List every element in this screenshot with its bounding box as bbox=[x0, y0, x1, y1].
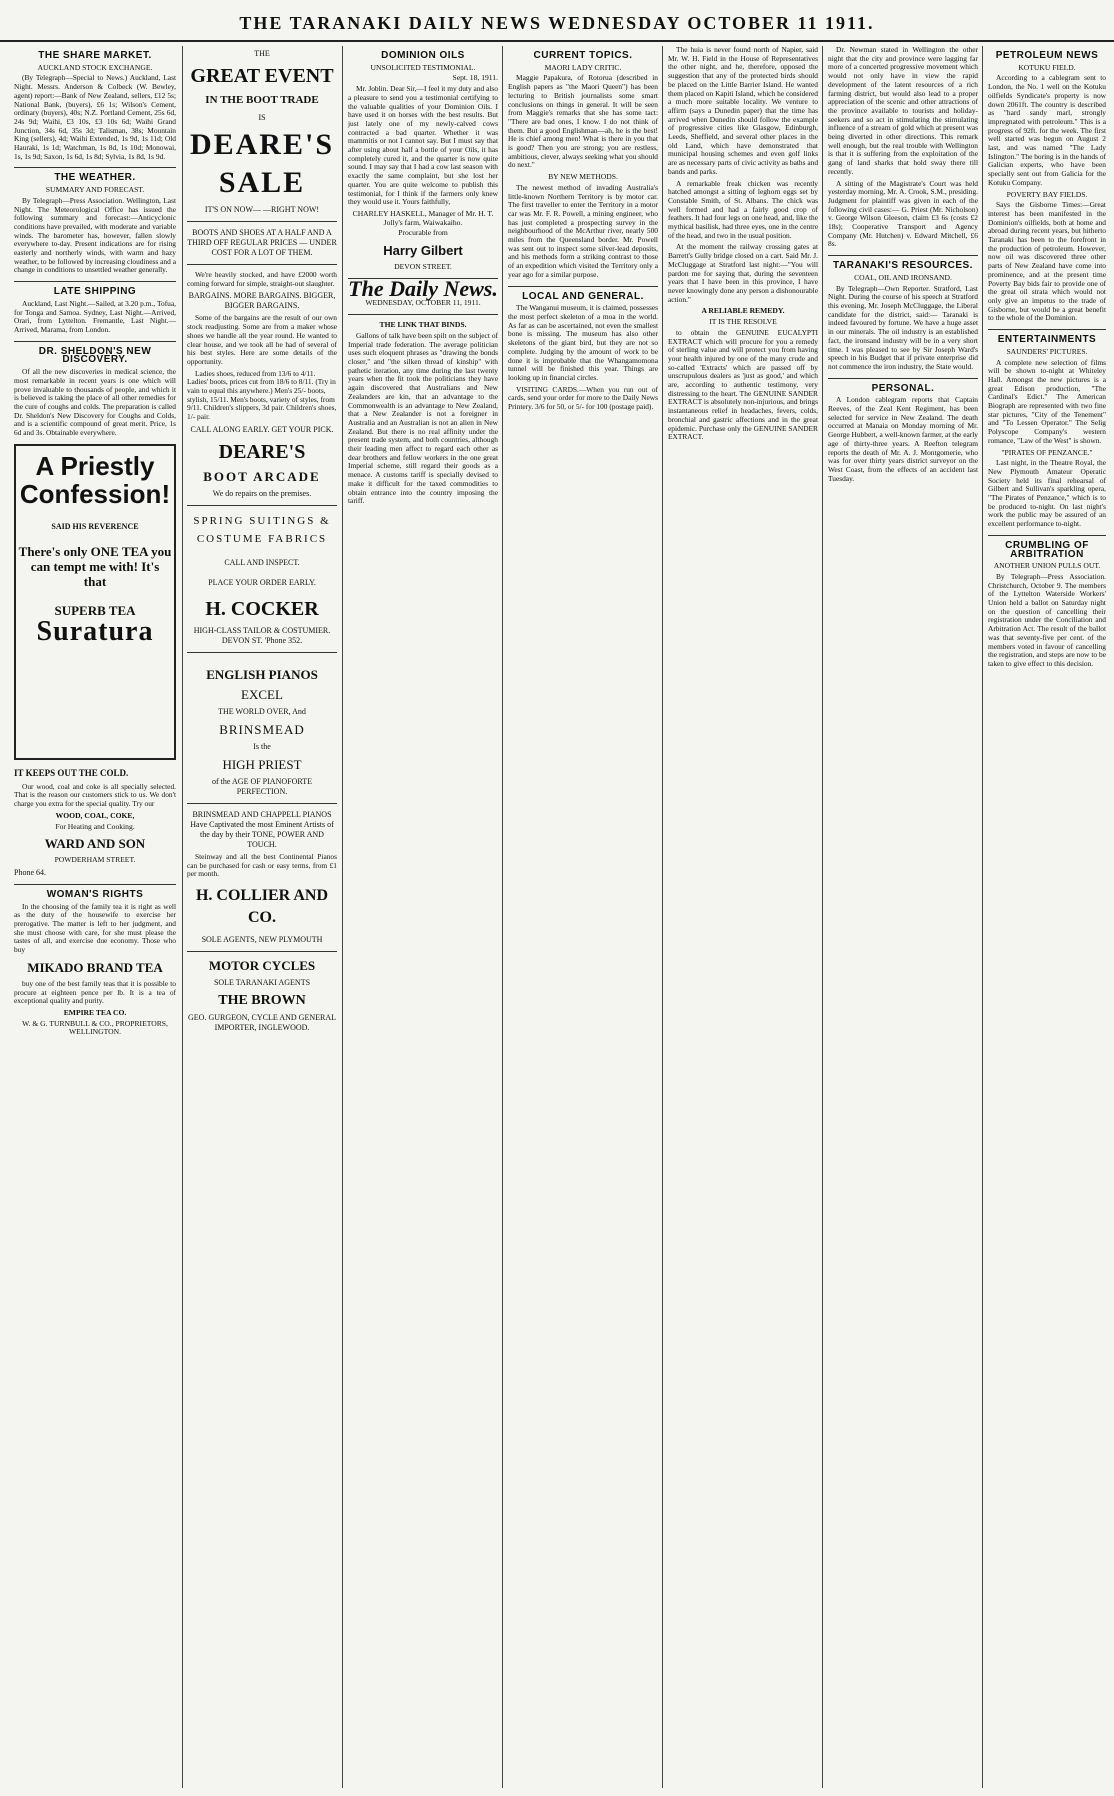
womans-rights-body: In the choosing of the family tea it is right as well as the duty of the housewife to exercise her prerogative. The matter is left to her judgment, and she must choose with care, for she must please the tastes of all, and exercise due economy. Those who buy bbox=[14, 901, 176, 955]
deares-great-event: GREAT EVENT bbox=[190, 65, 334, 87]
cocker-order: PLACE YOUR ORDER EARLY. bbox=[208, 577, 316, 587]
dominion-oils-signature: CHARLEY HASKELL, Manager of Mr. H. T. Jolly's farm, Waiwakaiho. bbox=[352, 208, 494, 227]
visiting-cards-notice: VISITING CARDS.—When you run out of cards, send your order for more to the Daily News Printery. 3/6 for 50, or 5/- for 100 (postage paid). bbox=[508, 384, 658, 412]
weather-subheading: SUMMARY AND FORECAST. bbox=[45, 185, 145, 195]
cocker-name: H. COCKER bbox=[205, 597, 319, 620]
deares-is: IS bbox=[258, 113, 266, 122]
petroleum-body: According to a cablegram sent to London, the No. 1 well on the Kotuku oilfields Syndicate's property is now down 2061ft. The country is described as "hard sandy marl, strongly impregnated with petroleum." This is a progress of 92ft. for the week. The first well started was begun on August 2 last, and was named "The Lady Islington." The boring is in the hands of Galician experts, who have been specially sent out from Galicia for the Kotuku Company. bbox=[988, 73, 1106, 187]
pianos-brinsmead: BRINSMEAD bbox=[219, 721, 305, 737]
weather-body: By Telegraph—Press Association. Wellington, Last Night. The Meteorological Office has issued the following summary and forecast:—Anticyclonic conditions have prevailed, with moderate and variable winds. The barometer has, however, fallen slowly everywhere to-day. Present indications are for rising easterly and northerly winds, with warm and hazy weather, to be followed by increasing cloudiness and a change in conditions to unsettled weather generally. bbox=[14, 195, 176, 275]
resources-sub: COAL, OIL AND IRONSAND. bbox=[854, 272, 952, 282]
advert-priestly: A Priestly bbox=[35, 450, 155, 481]
cocker-address: HIGH-CLASS TAILOR & COSTUMIER. DEVON ST. 'Phone 352. bbox=[193, 625, 331, 645]
column-6 bbox=[822, 46, 983, 1788]
pianos-world: THE WORLD OVER, And bbox=[218, 706, 306, 716]
sheldon-body: Of all the new discoveries in medical science, the most remarkable in recent years is one which will prove invaluable to thousands of people, and which it is believed is taking the place of all other remedies for the cure of coughs and colds. The preparation is called Dr. Sheldon's New Discovery for Coughs and Colds, and is a scientific compound of great merit. Price, 1s 6d and 3s. Obtainable everywhere. bbox=[14, 367, 176, 438]
advert-suratura: Suratura bbox=[36, 615, 154, 647]
deares-arcade: BOOT ARCADE bbox=[203, 468, 321, 484]
personal-body: A London cablegram reports that Captain Reeves, of the Zeal Kent Regiment, has been selected for service in New Zealand. The death occurred at Manaia on Monday morning of Mr. George Hubbert, a well-known farmer, at the early age of thirty-three years. A Reefton telegram reports the death of Mr. A. J. Montgomerie, who was for over thirty years district surveyor on the West Coast, from the effects of an accident last Tuesday. bbox=[828, 395, 978, 483]
mikado-body: buy one of the best family teas that it is possible to procure at eighteen pence per lb. It is a tea of exceptional quality and purity. bbox=[14, 978, 176, 1006]
pirates-body: Last night, in the Theatre Royal, the New Plymouth Amateur Operatic Society held its final rehearsal of Gilbert and Sullivan's sparkling opera, "The Pirates of Penzance," which is to be produced to-night. On last night's work the public may be assured of an excellent performance to-night. bbox=[988, 458, 1106, 529]
deares-on-now: IT'S ON NOW— —RIGHT NOW! bbox=[204, 205, 320, 214]
new-methods-heading: BY NEW METHODS. bbox=[548, 172, 618, 182]
motor-brown: THE BROWN bbox=[218, 992, 306, 1008]
dominion-oils-body: Mr. Joblin. Dear Sir,—I feel it my duty and also a pleasure to send you a testimonial certifying to the valuable qualities of your Dominion Oils. I have used it on horses with the best results. But just lately one of my newly-calved cows contracted a bad quarter. Whether it was mammitis or not I cannot say. But I must say that after using about half a bottle of your Oils, it has completely cured it, and the quarter is now quite sound. I may say that I had a cow last season with exactly the same complaint, but she lost her quarter. You are quite welcome to publish this testimonial, for I think if the farmers only knew they would use it. Yours faithfully, bbox=[348, 84, 498, 207]
petroleum-heading: PETROLEUM NEWS bbox=[995, 50, 1099, 61]
remedy-body: to obtain the GENUINE EUCALYPTI EXTRACT which will procure for you a remedy of sterling value and will protect you from having your health injured by one of the many crude and so-called 'Extracts' which are passed off by unscrupulous dealers as 'just as good,' and which are, according to authentic testimony, very distressing to the heart. The GENUINE SANDER EXTRACT is absolutely non-injurious, and brings instantaneous relief in headaches, fevers, colds, bronchial and gastric affections and in the great epidemic. Purchase only the GENUINE SANDER EXTRACT. bbox=[668, 327, 818, 442]
daily-news-nameplate: The Daily News. bbox=[348, 275, 498, 301]
daily-news-date: WEDNESDAY, OCTOBER 11, 1911. bbox=[365, 298, 481, 308]
collier-agents: SOLE AGENTS, NEW PLYMOUTH bbox=[201, 934, 323, 944]
coal-body: Our wood, coal and coke is all specially selected. That is the reason our customers stick to us. We don't charge you extra for the special quality. Try our bbox=[14, 781, 176, 809]
arbitration-heading: CRUMBLING OF ARBITRATION bbox=[1005, 539, 1089, 560]
arbitration-body: By Telegraph—Press Association. Christchurch, October 9. The members of the Lyttelton Waterside Workers' Union held a ballot on Saturday night on the question of cancelling their registration under the Conciliation and Arbitration Act. The result of the ballot was that seventy-five per cent. of the members voted in favour of cancelling the registration, and steps are now to be taken to give effect to this decision. bbox=[988, 571, 1106, 668]
column-1 bbox=[14, 46, 180, 1788]
remedy-heading: A RELIABLE REMEDY. bbox=[701, 306, 785, 316]
mikado-brand: MIKADO BRAND TEA bbox=[27, 959, 163, 975]
womans-rights-heading: WOMAN'S RIGHTS bbox=[46, 888, 144, 900]
pianos-high-priest: HIGH PRIEST bbox=[222, 756, 302, 772]
saunders-body: A complete new selection of films will be shown to-night at Whiteley Hall. Amongst the new pictures is a great Edison production, "The Cardinal's Edict." The American Biograph are represented with two fine star pictures, "City of the Tenement" and "To Lessen Operator." The Selig Polyscope Company's western romance, "Law of the West" is shown. bbox=[988, 357, 1106, 445]
tea-proprietors: W. & G. TURNBULL & CO., PROPRIETORS, WELLINGTON. bbox=[22, 1018, 168, 1037]
share-market-heading: THE SHARE MARKET. bbox=[38, 50, 152, 61]
shipping-body: Auckland, Last Night.—Sailed, at 3.20 p.m., Tofua, for Tonga and Samoa. Sydney, Last Night.—Arrived, Orari, from Lyttelton. Fremantle, Last Night.—Arrived, Marama, from London. bbox=[14, 298, 176, 334]
coal-items: WOOD, COAL, COKE, bbox=[55, 810, 135, 820]
deares-name-2: DEARE'S bbox=[218, 440, 306, 463]
column-2 bbox=[182, 46, 341, 1788]
deares-boots-offer: BOOTS AND SHOES AT A HALF AND A THIRD OFF REGULAR PRICES — UNDER COST FOR A LOT OF THEM. bbox=[187, 228, 337, 257]
coal-lead: IT KEEPS OUT THE COLD. bbox=[14, 767, 129, 778]
arbitration-sub: ANOTHER UNION PULLS OUT. bbox=[993, 561, 1101, 571]
coal-address: POWDERHAM STREET. bbox=[54, 855, 136, 865]
col5-body-1: The huia is never found north of Napier, said Mr. W. H. Field in the House of Representatives the other night, and he, therefore, opposed the suggestion that any of the protected birds should be placed on the Little Barrier Island. He wanted them placed on Kapiti Island, which he considered a much more suitable locality. We venture to affirm (says a Dunedin paper) that the time has arrived when Dunedin should follow the example of progressive cities like Glasgow, Edinburgh, Leeds, Sheffield, and several other places in the old Land, which have demonstrated that municipal housing schemes and even golf links are as necessary parts of civic activity as baths and bands and parks. bbox=[668, 46, 819, 176]
new-methods-body: The newest method of invading Australia's little-known Northern Territory is by motor car. The first traveller to enter the Territory in a motor car was Mr. F. R. Powell, a mining engineer, who has just completed a prospecting survey in the neighbourhood of the McArthur river, nearly 500 miles from the Queensland border. Mr. Powell was sent out to inspect some silver-lead deposits, and his methods form a striking contrast to those of an expedition which visited the Territory only a year ago for a similar purpose. bbox=[508, 182, 658, 279]
current-topics-heading: CURRENT TOPICS. bbox=[533, 50, 633, 61]
dominion-oils-heading: DOMINION OILS bbox=[381, 50, 465, 61]
col6-body-2: A sitting of the Magistrate's Court was held yesterday morning, Mr. A. Crook, S.M., presiding. Judgment for plaintiff was given in each of the following civil cases:— G. Priest (Mr. Nicholson) v. George Wilson Gleeson, claim £3 6s (costs £2 18s); Cooperative Transport and Agency Company (Mr. Hutchen) v. Edward Mitchell, £6 8s. bbox=[828, 178, 978, 249]
cocker-spring: SPRING SUITINGS & COSTUME FABRICS bbox=[193, 514, 331, 545]
motor-agents: SOLE TARANAKI AGENTS bbox=[213, 977, 311, 987]
dominion-oils-seller-address: DEVON STREET. bbox=[394, 262, 452, 272]
share-market-body: (By Telegraph—Special to News.) Auckland, Last Night. Messrs. Anderson & Colbeck (W. Bewley, agent) report:—Bank of New Zealand, sellers, £12 5s; National Bank, (buyers), £6 1s; Wilson's Cement, ordinary (buyers), 40s; N.Z. Portland Cement, 25s 6d, 24s 9d; Waihi, £3 10s, £3 10s 6d; Waihi Grand Junction, 34s 6d, 35s 3d; Talisman, 38s; Mountain King (sellers), 4d; Waihi Extended, 1s 9d, 1s 11d; Old Hauraki, 1s 1d; Watchman, 1s 8d, 1s 10d; Monowai, 1s, 1s 9d; Saxon, 1s 6d, 1s 8d; Sylvia, 1s 8d, 1s 9d. bbox=[14, 73, 176, 161]
deares-repairs: We do repairs on the premises. bbox=[212, 488, 312, 498]
shipping-heading: LATE SHIPPING bbox=[53, 286, 137, 298]
weather-heading: THE WEATHER. bbox=[54, 172, 136, 184]
cocker-inspect: CALL AND INSPECT. bbox=[224, 557, 300, 567]
pirates-heading: "PIRATES OF PENZANCE." bbox=[1001, 447, 1093, 457]
saunders-heading: SAUNDERS' PICTURES. bbox=[1006, 346, 1088, 356]
column-3 bbox=[342, 46, 503, 1788]
collier-name: H. COLLIER AND CO. bbox=[195, 886, 329, 926]
dominion-oils-seller: Harry Gilbert bbox=[383, 243, 463, 259]
coal-phone: Phone 64. bbox=[14, 867, 46, 877]
deares-the: THE bbox=[254, 49, 270, 58]
share-market-subheading: AUCKLAND STOCK EXCHANGE. bbox=[37, 62, 153, 72]
personal-heading: PERSONAL. bbox=[871, 382, 935, 394]
deares-stock: We're heavily stocked, and have £2000 worth coming forward for simple, straight-out slaughter. bbox=[187, 270, 337, 288]
coal-firm: WARD AND SON bbox=[44, 836, 146, 852]
petroleum-sub: KOTUKU FIELD. bbox=[1018, 62, 1076, 72]
pianos-is-the: Is the bbox=[253, 741, 271, 751]
poverty-bay-heading: POVERTY BAY FIELDS. bbox=[1006, 189, 1088, 199]
masthead: THE TARANAKI DAILY NEWS WEDNESDAY OCTOBER 11 1911. bbox=[0, 6, 1114, 42]
advert-confession: Confession! bbox=[19, 478, 171, 509]
column-7 bbox=[982, 46, 1106, 1788]
sheldon-heading: DR. SHELDON'S NEW DISCOVERY. bbox=[38, 345, 152, 366]
dominion-oils-date: Sept. 18, 1911. bbox=[452, 73, 498, 83]
advert-tempt: There's only ONE TEA you can tempt me with! It's that bbox=[18, 543, 172, 589]
col5-body-3: At the moment the railway crossing gates at Barrett's Gully bridge closed on a cart. Said Mr. J. McCluggage at Stratford last night:—"You will pardon me for saying that, during the seventeen years that I have been in this province, I have never knowingly done any person a dishonourable action." bbox=[668, 242, 818, 304]
pianos-terms: Steinway and all the best Continental Pianos can be purchased for cash or easy terms, from £1 per month. bbox=[187, 851, 337, 879]
entertainments-heading: ENTERTAINMENTS bbox=[997, 334, 1097, 346]
local-general-body: The Wanganui museum, it is claimed, possesses the most perfect skeleton of a moa in the world. As far as can be ascertained, not even the smallest bone is missing. The museum has also other skeletons of the giant bird, but they are not so complete. Judging by the amount of work to be done it is improbable that the Whangamomona tunnel will be finished this year. Things are looking up in financial circles. bbox=[508, 303, 658, 382]
deares-boot-trade: IN THE BOOT TRADE bbox=[205, 94, 319, 106]
deares-sale: SALE bbox=[218, 166, 306, 199]
resources-body: By Telegraph—Own Reporter. Stratford, Last Night. During the course of his speech at Stratford this evening, Mr. Joseph McCluggage, the Liberal candidate for the district, said:— Taranaki is indeed favoured by fortune. We have a huge asset in our minerals. The oil industry is an established fact, the ironsand industry will be in a very short time. I was pleased to see by Sir Joseph Ward's speech in his Budget that if private enterprise did not commence the iron industry, the State would. bbox=[828, 283, 978, 371]
resources-heading: TARANAKI'S RESOURCES. bbox=[833, 260, 973, 272]
motor-cycles: MOTOR CYCLES bbox=[208, 957, 316, 973]
advert-reverence: SAID HIS REVERENCE bbox=[51, 521, 139, 531]
pianos-english: ENGLISH PIANOS bbox=[206, 666, 318, 682]
deares-prices: Ladies shoes, reduced from 13/6 to 4/11. Ladies' boots, prices cut from 18/6 to 8/11. (Try in vain to equal this anywhere.) Men's 25/- boots, stylish, 15/11. Men's boots, variety of styles, from 9/11. Children's slippers, 3d pair. Children's shoes, 1/- pair. bbox=[187, 368, 337, 422]
motor-importer: GEO. GURGEON, CYCLE AND GENERAL IMPORTER, INGLEWOOD. bbox=[188, 1012, 336, 1032]
editorial-heading: THE LINK THAT BINDS. bbox=[379, 320, 467, 330]
col5-body-2: A remarkable freak chicken was recently hatched amongst a sitting of leghorn eggs set by Constable Smith, of St. Albans. The chick was well formed and had a fairly good crop of feathers. It had four legs on one head, and, like the mythical basilisk, had three eyes, one in the centre of the head, and two in the usual position. bbox=[668, 178, 818, 240]
columns bbox=[14, 46, 1106, 1788]
maori-critic-body: Maggie Papakura, of Rotorua (described in English papers as "the Maori Queen") has been lecturing to British journalists some smart conclusions on things in general. It will be seen from Maggie's remarks that she has some tact: "There are bad ones, I know. I do not think of them. But a good Englishman—ah, he is the best! He is chief among men! What is there in you that is good? Then you are strong; you are restless, ambitious, clever, always seeking what you should do next." bbox=[508, 73, 658, 170]
tea-firm: EMPIRE TEA CO. bbox=[63, 1007, 127, 1017]
coal-tail: For Heating and Cooking. bbox=[55, 821, 135, 831]
deares-details: Some of the bargains are the result of our own stock readjusting. Some are from a maker whose shoes we handle all the year round. He wanted to clear house, and we took all he had of several of his best styles. Here are some details of the opportunity. bbox=[187, 313, 337, 366]
dominion-oils-procurable: Procurable from bbox=[398, 228, 448, 238]
suratura-tea-advert bbox=[14, 444, 176, 760]
poverty-bay-body: Says the Gisborne Times:—Great interest has been manifested in the Dominion's oilfields, both at home and abroad during recent years, but hitherto Taranaki has been to the forefront in the production of petroleum. However, now oil was discovered three other parts of New Zealand have come into prominence, and at the present time Poverty Bay bids fair to provide one of the great oil strata which would not only give an impetus to the trade of Gisborne, but would be a great benefit to the whole of the Dominion. bbox=[988, 200, 1106, 323]
dominion-oils-sub: UNSOLICITED TESTIMONIAL. bbox=[370, 62, 476, 72]
column-5 bbox=[662, 46, 823, 1788]
remedy-sub: IT IS THE RESOLVE bbox=[709, 317, 777, 327]
local-general-heading: LOCAL AND GENERAL. bbox=[522, 290, 644, 302]
advert-superb: SUPERB TEA bbox=[54, 602, 136, 618]
pianos-captivated: BRINSMEAD AND CHAPPELL PIANOS Have Captivated the most Eminent Artists of the day by their TONE, POWER AND TOUCH. bbox=[190, 809, 334, 849]
deares-name: DEARE'S bbox=[189, 128, 335, 161]
deares-call: CALL ALONG EARLY. GET YOUR PICK. bbox=[190, 424, 334, 434]
editorial-body: Gallons of talk have been spilt on the subject of Imperial trade federation. The average politician uses such eloquent phrases as "drawing the bonds closer," and "the silken thread of kinship" with pathetic iteration, any time during the last twenty years when the fit took the politicians they have again discovered that Australians and New Zealanders are kin, that an advantage to the Commonwealth is an advantage to New Zealand, that a New Zealander is not a foreigner in Australia and an Australian is not an alien in New Zealand. But there is no real affinity under the present trade system, and both countries, although their leading men affect to regard each other as dear brothers and fellow workers in the one great Imperial scheme, still regard their goods as a menace. A customs tariff is specially devised to make it difficult for the taxed commodities to obtain entrance into the country imposing the tariff. bbox=[348, 330, 498, 506]
column-4 bbox=[502, 46, 663, 1788]
deares-bargains: BARGAINS. MORE BARGAINS. BIGGER, BIGGER BARGAINS. bbox=[188, 291, 336, 311]
pianos-age: of the AGE OF PIANOFORTE PERFECTION. bbox=[212, 776, 312, 796]
col6-body-1: Dr. Newman stated in Wellington the other night that the city and province were lagging far more of a concerted progressive movement which would not only have in view the rapid development of the latent resources of a rich farming district, but would also lead to a proper appreciation of the scenic and other attractions of the province available to tourists and holiday-seekers and so act in stimulating the stimulating influence of a stream of gold which at present was being diverted in other directions. This remark well enough, but the real trouble with Wellington is that it is suffering from the exploitation of the gang of land sharks that hold sway there till recently. bbox=[828, 46, 978, 176]
pianos-excel: EXCEL bbox=[241, 686, 283, 702]
maori-critic-heading: MAORI LADY CRITIC. bbox=[544, 62, 622, 72]
